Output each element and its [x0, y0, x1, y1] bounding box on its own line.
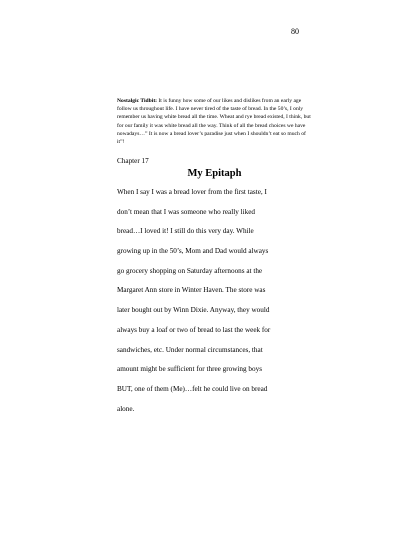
chapter-label: Chapter 17	[117, 157, 149, 165]
body-line: don’t mean that I was someone who really liked	[117, 207, 255, 216]
body-line: go grocery shopping on Saturday afternoons at the	[117, 266, 263, 275]
body-line: BUT, one of them (Me)…felt he could live on bread	[117, 384, 268, 393]
body-text	[117, 188, 317, 424]
body-line: When I say I was a bread lover from the first taste, I	[117, 188, 267, 196]
body-line: later bought out by Winn Dixie. Anyway, they would	[117, 306, 270, 315]
body-line: alone.	[117, 404, 135, 413]
body-line: amount might be sufficient for three growing boys	[117, 365, 262, 374]
chapter-title: My Epitaph	[187, 168, 242, 179]
body-line: Margaret Ann store in Winter Haven. The store was	[117, 286, 266, 295]
nostalgic-tidbit	[117, 97, 312, 146]
tidbit-text: It is funny how some of our likes and dislikes from an early age follow us throughout life. I have never tired of the taste of bread. In the 50’s, I only remember us having white bread all the time. Wheat and rye bread existed, I think, but for our family it was white bread all the way. Think of all the bread choices we have nowadays…” It is now a bread lover’s paradise just when I shouldn’t eat so much of it”!	[117, 98, 311, 146]
page-number: 80	[291, 27, 299, 36]
tidbit-label: Nostalgic Tidbit:	[117, 98, 158, 104]
body-line: growing up in the 50’s, Mom and Dad would always	[117, 247, 269, 256]
body-line: sandwiches, etc. Under normal circumstances, that	[117, 345, 263, 354]
body-line: bread…I loved it! I still do this very day. While	[117, 227, 254, 236]
body-line: always buy a loaf or two of bread to last the week for	[117, 325, 271, 334]
